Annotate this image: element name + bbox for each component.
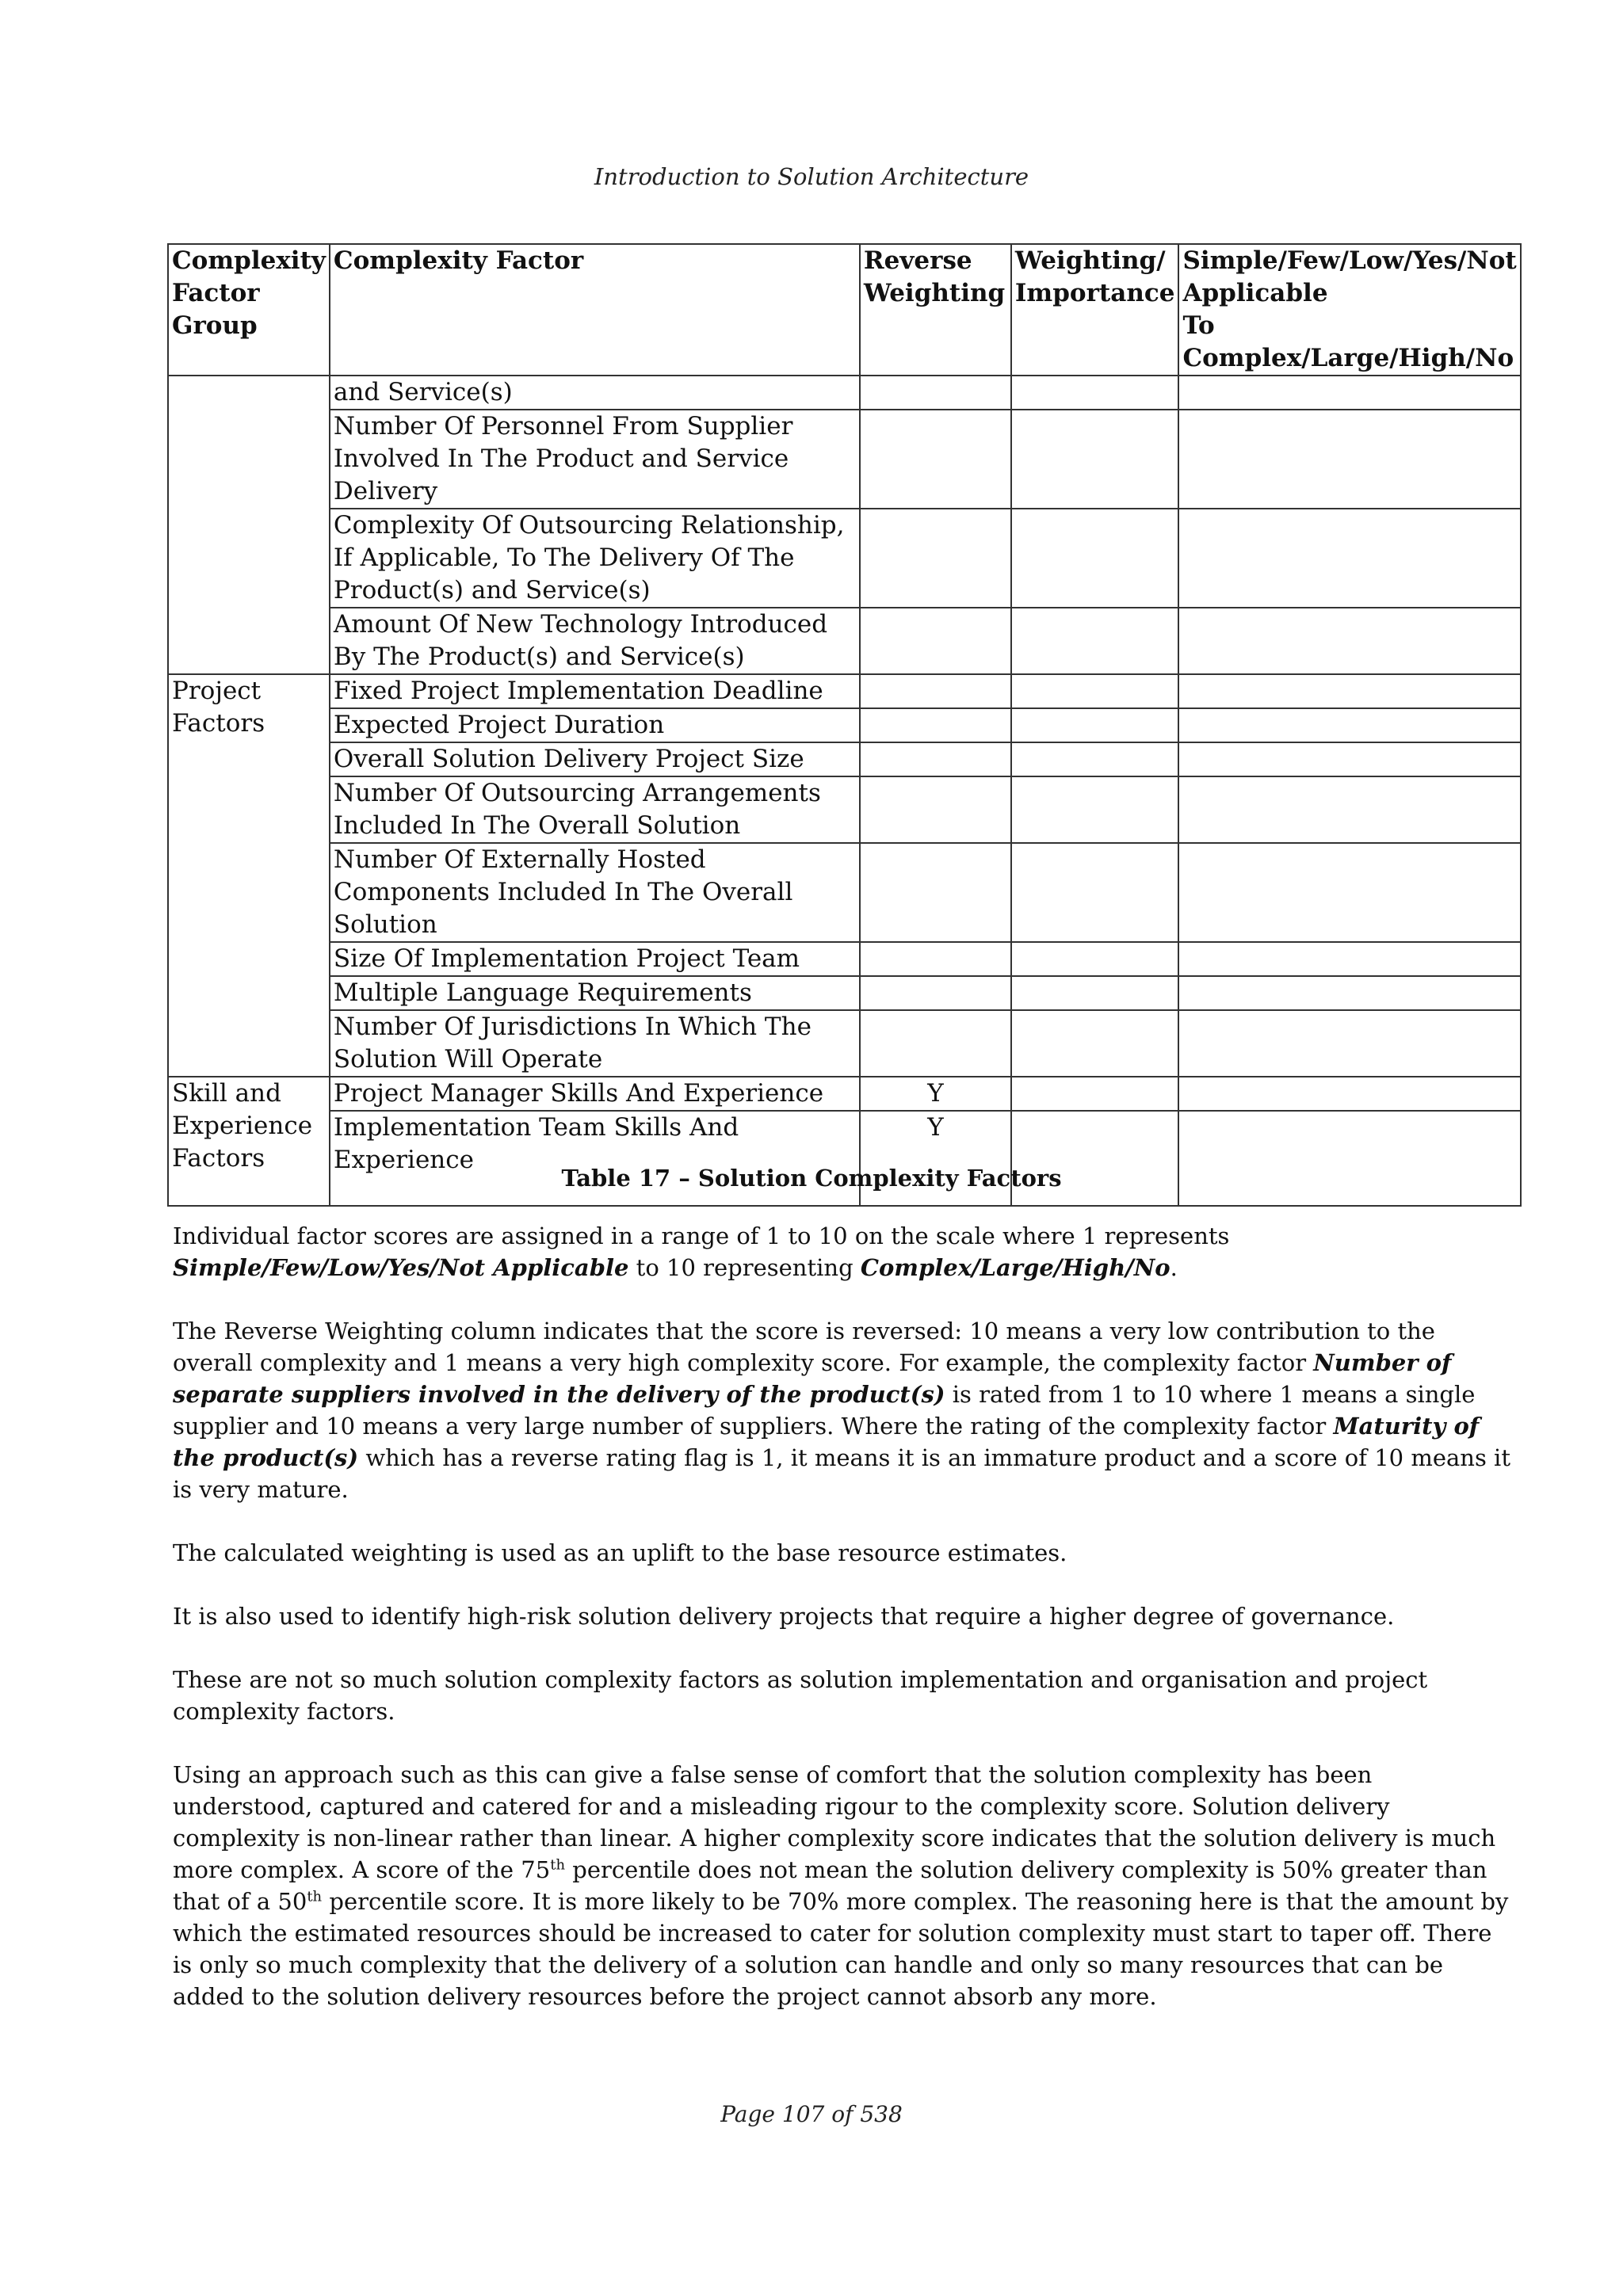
weighting-cell [1011,674,1179,708]
reverse-cell: Y [860,1077,1011,1111]
text-run: percentile does not mean the solution delivery complexity is 50% greater than that of a 50 [173,1856,1487,1915]
text-run: percentile score. It is more likely to be 70% more complex. The reasoning here is that the amount by which the estimated resources should be increased to cater for solution complexity must start to taper off. There is only so much complexity that the delivery of a solution can handle and only so many resources that can be added to the solution delivery resources before the project cannot absorb any more. [173,1888,1509,2010]
paragraph-scoring [173,1220,1512,1283]
scale-cell [1178,843,1520,942]
factor-cell: Fixed Project Implementation Deadline [330,674,860,708]
running-header: Introduction to Solution Architecture [594,163,1029,190]
factor-cell: Multiple Language Requirements [330,976,860,1010]
reverse-cell [860,976,1011,1010]
reverse-cell: Y [860,1111,1011,1206]
paragraph-not-so-much: These are not so much solution complexity factors as solution implementation and organisation and project complexity factors. [173,1666,1428,1725]
reverse-cell [860,608,1011,674]
group-cell-continued [168,376,330,674]
text-run: The Reverse Weighting column indicates that the score is reversed: 10 means a very low contribution to the overall complexity and 1 means a very high complexity score. For example, the complexity factor [173,1318,1435,1376]
body-text [173,1220,1512,2044]
table-row [168,843,1521,942]
reverse-cell [860,410,1011,509]
table-row [168,376,1521,410]
table-row [168,1010,1521,1077]
text-run: . [1170,1254,1178,1281]
text-run: is rated from 1 to 10 where 1 means a single supplier and 10 means a very large number of suppliers. Where the rating of the complexity factor [173,1381,1476,1440]
text-run: Individual factor scores are assigned in a range of 1 to 10 on the scale where 1 represents [173,1222,1230,1249]
page-number: Page 107 of 538 [720,2101,903,2127]
scale-cell [1178,776,1520,843]
table-row [168,1111,1521,1206]
reverse-cell [860,708,1011,742]
superscript: th [307,1888,323,1905]
paragraph-governance: It is also used to identify high-risk solution delivery projects that require a higher degree of governance. [173,1603,1395,1630]
weighting-cell [1011,708,1179,742]
scale-cell [1178,742,1520,776]
reverse-cell [860,376,1011,410]
factor-cell: and Service(s) [330,376,860,410]
weighting-cell [1011,942,1179,976]
text-run: to 10 representing [628,1254,861,1281]
factor-cell: Expected Project Duration [330,708,860,742]
factor-cell: Number Of Outsourcing Arrangements Included In The Overall Solution [330,776,860,843]
header-scale [1178,244,1520,376]
text-run: which has a reverse rating flag is 1, it means it is an immature product and a score of 10 means it is very mature. [173,1444,1510,1503]
complexity-factors-table [167,243,1522,1207]
text-run: Using an approach such as this can give a false sense of comfort that the solution complexity has been understood, captured and catered for and a misleading rigour to the complexity score. Solution delivery complexity is non-linear rather than linear. A higher complexity score indicates that the solution delivery is much more complex. A score of the 75 [173,1761,1496,1883]
scale-cell [1178,1111,1520,1206]
table-row [168,942,1521,976]
factor-cell: Implementation Team Skills And Experience [330,1111,860,1206]
scale-cell [1178,509,1520,608]
table-caption: Table 17 – Solution Complexity Factors [561,1165,1062,1192]
reverse-cell [860,776,1011,843]
scale-cell [1178,376,1520,410]
table-row [168,509,1521,608]
weighting-cell [1011,1010,1179,1077]
weighting-cell [1011,509,1179,608]
header-reverse-weighting: Reverse Weighting [860,244,1011,376]
table-row [168,608,1521,674]
scale-cell [1178,608,1520,674]
emphasis-complex: Complex/Large/High/No [860,1254,1170,1281]
table-row [168,976,1521,1010]
emphasis-maturity: Maturity of the product(s) [173,1413,1480,1471]
emphasis-suppliers: Number of separate suppliers involved in the delivery of the product(s) [173,1349,1452,1408]
table-row [168,674,1521,708]
scale-cell [1178,942,1520,976]
factor-cell: Size Of Implementation Project Team [330,942,860,976]
weighting-cell [1011,742,1179,776]
header-weighting: Weighting/ Importance [1011,244,1179,376]
paragraph-nonlinear [173,1759,1512,2012]
table-header-row [168,244,1521,376]
scale-cell [1178,674,1520,708]
header-scale-bottom: Complex/Large/High/No [1182,344,1514,372]
scale-cell [1178,1010,1520,1077]
weighting-cell [1011,843,1179,942]
header-scale-top: Simple/Few/Low/Yes/Not Applicable [1182,246,1517,307]
header-factor: Complexity Factor [330,244,860,376]
superscript: th [550,1856,566,1874]
table-row [168,708,1521,742]
reverse-cell [860,843,1011,942]
weighting-cell [1011,1077,1179,1111]
paragraph-reverse-weighting [173,1315,1512,1505]
table-row [168,742,1521,776]
table-row [168,410,1521,509]
scale-cell [1178,976,1520,1010]
group-cell-project: Project Factors [168,674,330,1077]
factor-cell: Number Of Jurisdictions In Which The Solution Will Operate [330,1010,860,1077]
group-cell-skill: Skill and Experience Factors [168,1077,330,1206]
scale-cell [1178,410,1520,509]
factor-cell: Amount Of New Technology Introduced By The Product(s) and Service(s) [330,608,860,674]
header-group: Complexity Factor Group [168,244,330,376]
table-row [168,1077,1521,1111]
reverse-cell [860,674,1011,708]
reverse-cell [860,942,1011,976]
weighting-cell [1011,410,1179,509]
weighting-cell [1011,976,1179,1010]
table-row [168,776,1521,843]
weighting-cell [1011,1111,1179,1206]
scale-cell [1178,708,1520,742]
factor-cell: Project Manager Skills And Experience [330,1077,860,1111]
reverse-cell [860,742,1011,776]
factor-cell: Number Of Personnel From Supplier Involved In The Product and Service Delivery [330,410,860,509]
emphasis-simple: Simple/Few/Low/Yes/Not Applicable [173,1254,629,1281]
scale-cell [1178,1077,1520,1111]
weighting-cell [1011,608,1179,674]
reverse-cell [860,1010,1011,1077]
weighting-cell [1011,376,1179,410]
reverse-cell [860,509,1011,608]
weighting-cell [1011,776,1179,843]
factor-cell: Overall Solution Delivery Project Size [330,742,860,776]
paragraph-uplift: The calculated weighting is used as an uplift to the base resource estimates. [173,1539,1067,1566]
header-scale-to: To [1182,311,1215,340]
factor-cell: Number Of Externally Hosted Components Included In The Overall Solution [330,843,860,942]
factor-cell: Complexity Of Outsourcing Relationship, If Applicable, To The Delivery Of The Product(s) and Service(s) [330,509,860,608]
